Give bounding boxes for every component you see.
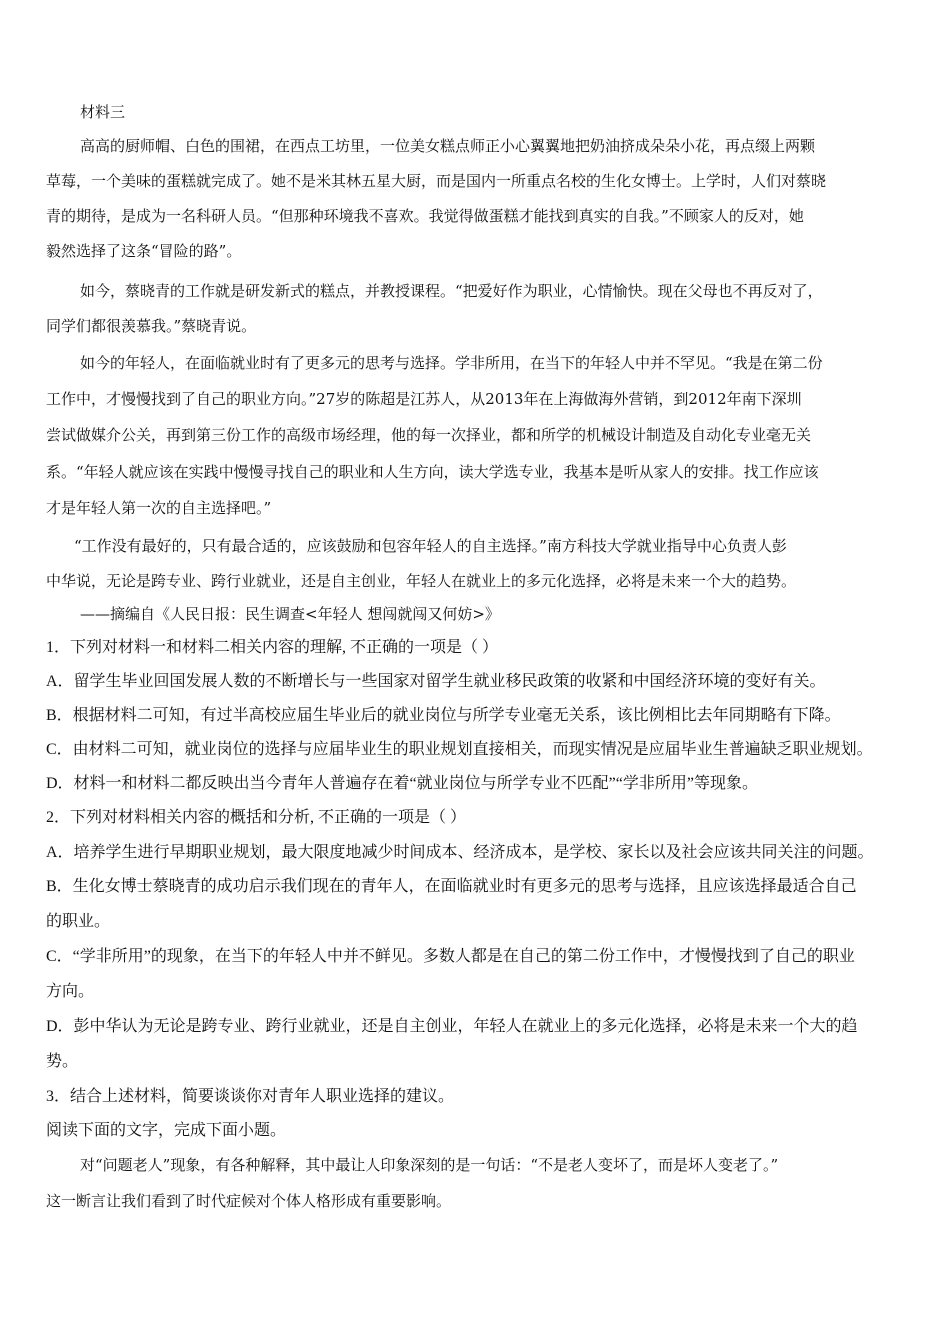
material3-p3-line: 如今的年轻人，在面临就业时有了更多元的思考与选择。学非所用，在当下的年轻人中并不罕见。“我是在第二份: [80, 354, 823, 372]
question-1-stem: 1．下列对材料一和材料二相关内容的理解, 不正确的一项是（ ）: [46, 639, 499, 656]
material3-heading: 材料三: [80, 103, 126, 121]
question-1-option-d: D．材料一和材料二都反映出当今青年人普遍存在着“就业岗位与所学专业不匹配”“学非所用”等现象。: [46, 775, 758, 792]
material3-source: ——摘编自《人民日报：民生调查<年轻人 想闯就闯又何妨>》: [80, 605, 500, 623]
material3-p4-line: 中华说，无论是跨专业、跨行业就业，还是自主创业，年轻人在就业上的多元化选择，必将是未来一个大的趋势。: [46, 572, 797, 590]
question-2-option-b: B．生化女博士蔡晓青的成功启示我们现在的青年人，在面临就业时有更多元的思考与选择，且应该选择最适合自己: [46, 878, 857, 895]
material3-p3-line: 工作中，才慢慢找到了自己的职业方向。”27岁的陈超是江苏人，从2013年在上海做海外营销，到2012年南下深圳: [46, 390, 802, 408]
question-1-option-c: C．由材料二可知，就业岗位的选择与应届毕业生的职业规划直接相关，而现实情况是应届毕业生普遍缺乏职业规划。: [46, 741, 873, 758]
reading-instruction: 阅读下面的文字，完成下面小题。: [46, 1122, 287, 1139]
question-2-option-c-cont: 方向。: [46, 983, 95, 1000]
question-2-option-c: C．“学非所用”的现象，在当下的年轻人中并不鲜见。多数人都是在自己的第二份工作中，才慢慢找到了自己的职业: [46, 948, 855, 965]
passage-line: 对“问题老人”现象，有各种解释，其中最让人印象深刻的是一句话：“不是老人变坏了，而是坏人变老了。”: [80, 1156, 779, 1174]
material3-p1-line: 草莓，一个美味的蛋糕就完成了。她不是米其林五星大厨，而是国内一所重点名校的生化女博士。上学时，人们对蔡晓: [46, 172, 827, 190]
question-2-stem: 2．下列对材料相关内容的概括和分析, 不正确的一项是（ ）: [46, 809, 467, 826]
question-2-option-b-cont: 的职业。: [46, 913, 111, 930]
question-2-option-d-cont: 势。: [46, 1053, 79, 1070]
question-2-option-a: A．培养学生进行早期职业规划，最大限度地减少时间成本、经济成本，是学校、家长以及社会应该共同关注的问题。: [46, 844, 874, 861]
material3-p1-line: 青的期待，是成为一名科研人员。“但那种环境我不喜欢。我觉得做蛋糕才能找到真实的自我。”不顾家人的反对，她: [46, 207, 804, 225]
question-2-option-d: D．彭中华认为无论是跨专业、跨行业就业，还是自主创业，年轻人在就业上的多元化选择，必将是未来一个大的趋: [46, 1018, 858, 1035]
question-3-stem: 3．结合上述材料，简要谈谈你对青年人职业选择的建议。: [46, 1088, 455, 1105]
question-1-option-a: A．留学生毕业回国发展人数的不断增长与一些国家对留学生就业移民政策的收紧和中国经济环境的变好有关。: [46, 673, 826, 690]
material3-p2-line: 同学们都很羡慕我。”蔡晓青说。: [46, 317, 257, 335]
material3-p1-line: 毅然选择了这条“冒险的路”。: [46, 242, 242, 260]
material3-p4-line: “工作没有最好的，只有最合适的，应该鼓励和包容年轻人的自主选择。”南方科技大学就业指导中心负责人彭: [74, 537, 787, 555]
material3-p3-line: 才是年轻人第一次的自主选择吧。”: [46, 499, 272, 517]
material3-p3-line: 尝试做媒介公关，再到第三份工作的高级市场经理，他的每一次择业，都和所学的机械设计制造及自动化专业毫无关: [46, 426, 812, 444]
passage-line: 这一断言让我们看到了时代症候对个体人格形成有重要影响。: [46, 1192, 452, 1210]
question-1-option-b: B．根据材料二可知，有过半高校应届生毕业后的就业岗位与所学专业毫无关系，该比例相比去年同期略有下降。: [46, 707, 841, 724]
material3-p2-line: 如今，蔡晓青的工作就是研发新式的糕点，并教授课程。“把爱好作为职业，心情愉快。现在父母也不再反对了，: [80, 282, 823, 300]
material3-p1-line: 高高的厨师帽、白色的围裙，在西点工坊里，一位美女糕点师正小心翼翼地把奶油挤成朵朵小花，再点缀上两颗: [80, 137, 816, 155]
material3-p3-line: 系。“年轻人就应该在实践中慢慢寻找自己的职业和人生方向，读大学选专业，我基本是听从家人的安排。找工作应该: [46, 463, 819, 481]
